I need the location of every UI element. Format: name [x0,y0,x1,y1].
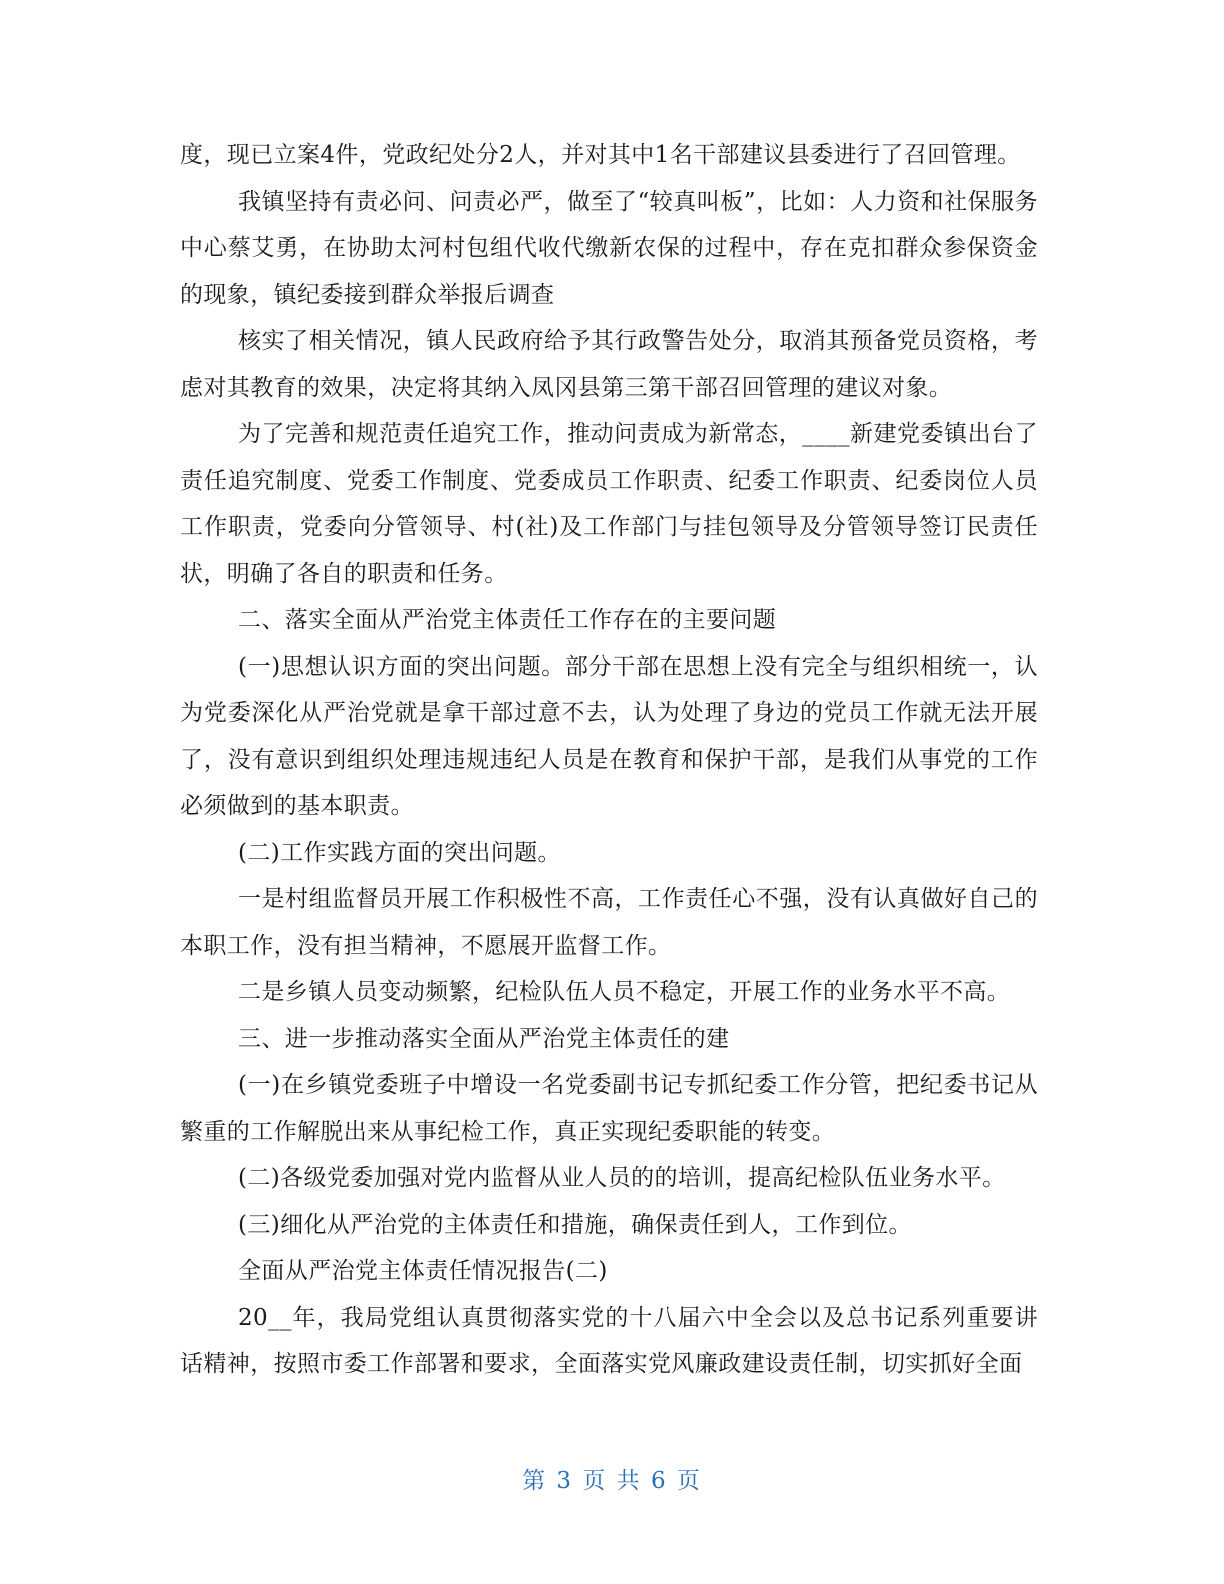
paragraph: 为了完善和规范责任追究工作，推动问责成为新常态，____新建党委镇出台了责任追究制度、党委工作制度、党委成员工作职责、纪委工作职责、纪委岗位人员工作职责，党委向分管领导、村(社)及工作部门与挂包领导及分管领导签订民责任状，明确了各自的职责和任务。 [180,421,1038,587]
paragraph: (一)思想认识方面的突出问题。部分干部在思想上没有完全与组织相统一，认为党委深化从严治党就是拿干部过意不去，认为处理了身边的党员工作就无法开展了，没有意识到组织处理违规违纪人员是在教育和保护干部，是我们从事党的工作必须做到的基本职责。 [180,653,1038,819]
paragraph: 20__年，我局党组认真贯彻落实党的十八届六中全会以及总书记系列重要讲话精神，按照市委工作部署和要求，全面落实党风廉政建设责任制，切实抓好全面 [180,1304,1038,1377]
paragraph: 我镇坚持有责必问、问责必严，做至了“较真叫板”，比如：人力资和社保服务中心蔡艾勇，在协助太河村包组代收代缴新农保的过程中，存在克扣群众参保资金的现象，镇纪委接到群众举报后调查 [180,188,1038,308]
section-heading: 二、落实全面从严治党主体责任工作存在的主要问题 [238,607,777,633]
paragraph: (二)各级党委加强对党内监督从业人员的的培训，提高纪检队伍业务水平。 [238,1165,1006,1191]
paragraph: 一是村组监督员开展工作积极性不高，工作责任心不强，没有认真做好自己的本职工作，没有担当精神，不愿展开监督工作。 [180,886,1038,959]
paragraph: 核实了相关情况，镇人民政府给予其行政警告处分，取消其预备党员资格，考虑对其教育的效果，决定将其纳入凤冈县第三第干部召回管理的建议对象。 [180,328,1038,401]
page-number-footer: 第 3 页 共 6 页 [522,1468,702,1494]
paragraph: (一)在乡镇党委班子中增设一名党委副书记专抓纪委工作分管，把纪委书记从繁重的工作解脱出来从事纪检工作，真正实现纪委职能的转变。 [180,1072,1038,1145]
paragraph: 度，现已立案4件，党政纪处分2人，并对其中1名干部建议县委进行了召回管理。 [180,142,1021,168]
report-title: 全面从严治党主体责任情况报告(二) [238,1258,608,1284]
document-body [180,132,1038,1388]
paragraph: 二是乡镇人员变动频繁，纪检队伍人员不稳定，开展工作的业务水平不高。 [238,979,1011,1005]
paragraph: (三)细化从严治党的主体责任和措施，确保责任到人，工作到位。 [238,1211,912,1238]
section-heading: 三、进一步推动落实全面从严治党主体责任的建 [238,1025,730,1052]
subsection-heading: (二)工作实践方面的突出问题。 [238,839,561,866]
